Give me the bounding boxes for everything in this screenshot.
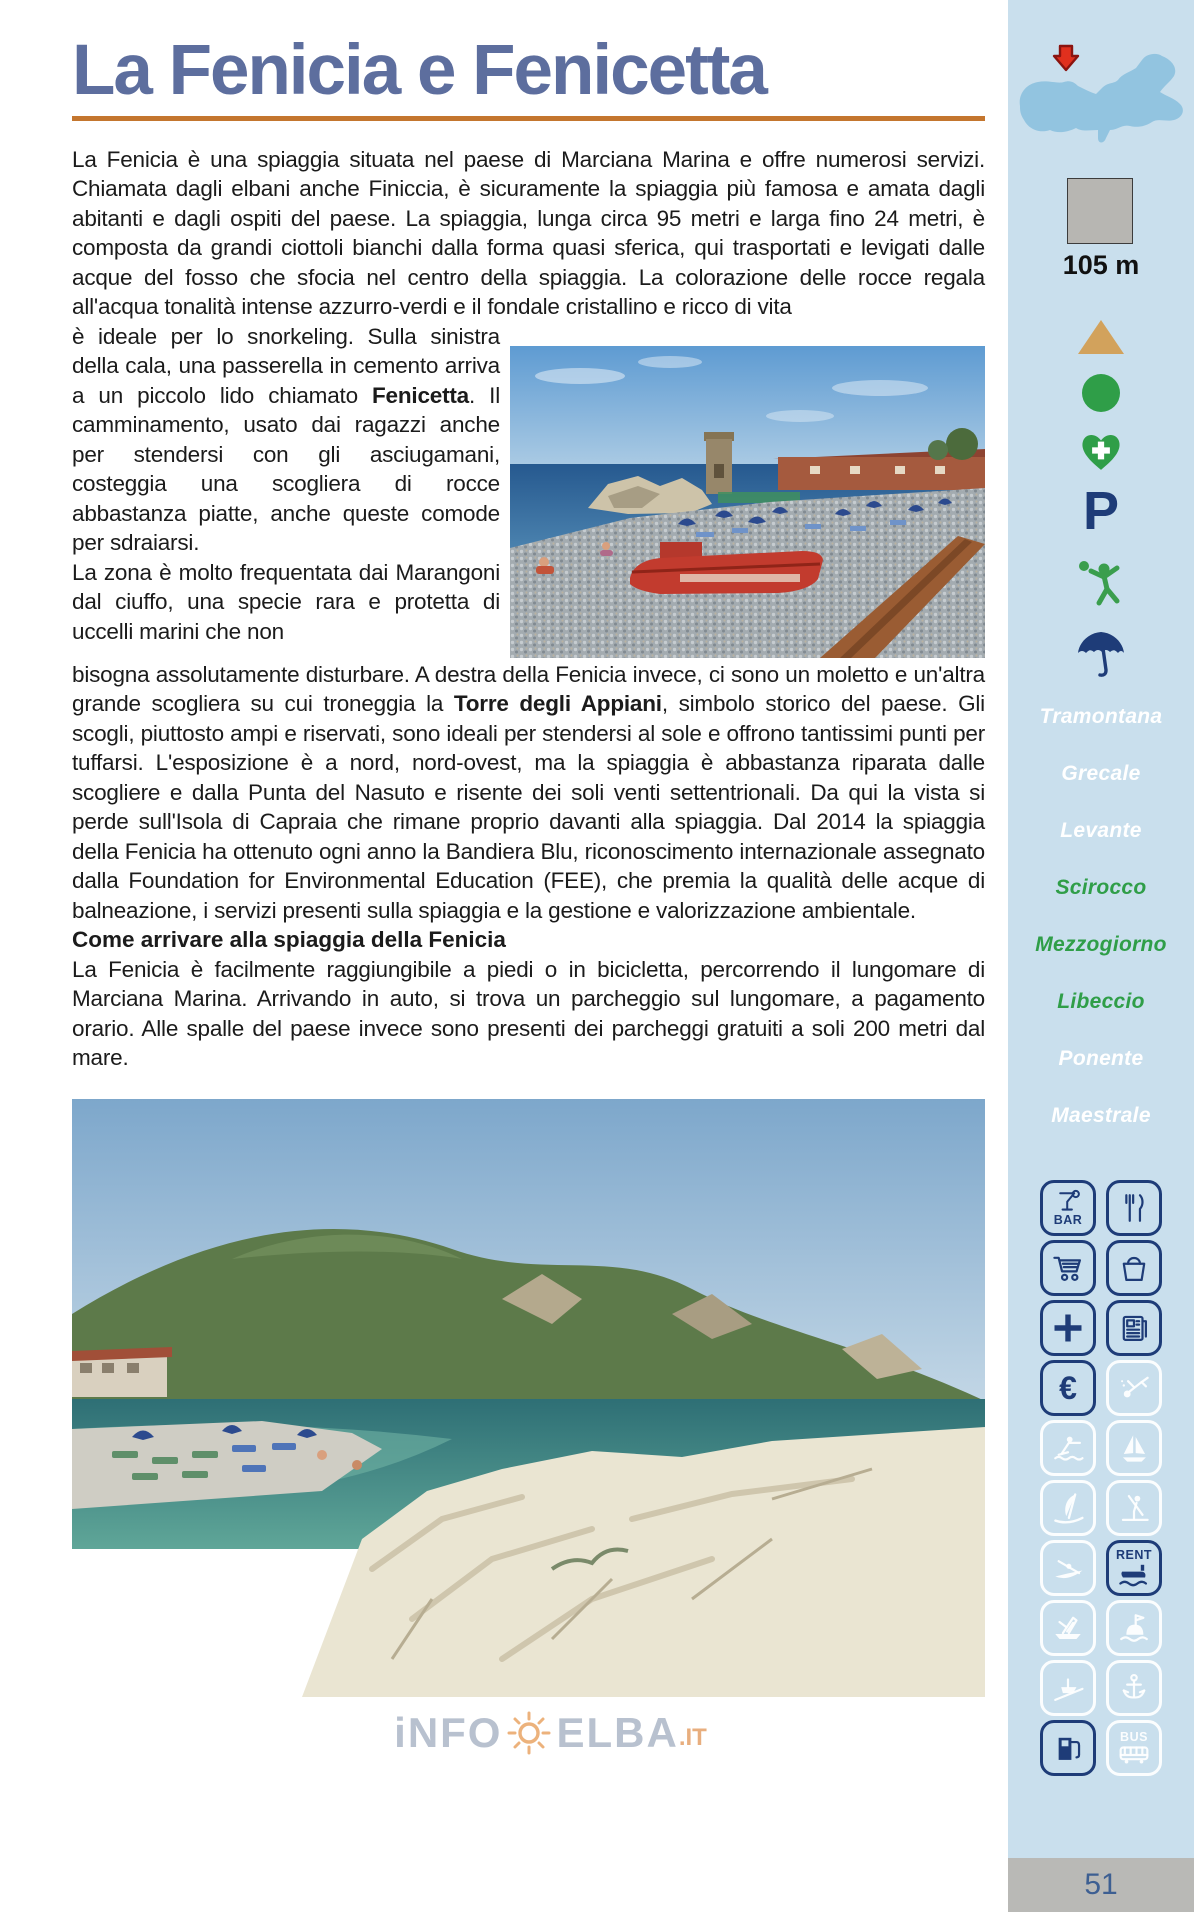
location-arrow-icon [1054,46,1078,70]
bus-icon: BUS [1106,1720,1162,1776]
boat-rental-icon: RENT [1106,1540,1162,1596]
fuel-icon [1040,1720,1096,1776]
shopping-bag-icon [1106,1240,1162,1296]
wrapped-text-column [72,322,500,647]
shopping-cart-icon [1040,1240,1096,1296]
logo-tld-text: .IT [678,1723,707,1751]
wrap-paragraph-2: La zona è molto frequentata dai Marangoni dal ciuffo, una specie rara e protetta di uccelli marini che non [72,559,500,644]
main-column [72,0,985,1757]
torre-appiani-bold: Torre degli Appiani [453,691,662,717]
sailing-icon [1106,1420,1162,1476]
sun-icon [506,1710,552,1756]
wind-scirocco: Scirocco [1055,875,1147,899]
page-number: 51 [1084,1868,1118,1901]
infoelba-logo [94,1709,1007,1757]
wrap-section [72,322,985,658]
continuation-paragraph: bisogna assolutamente disturbare. A destra della Fenicia invece, ci sono un moletto e un'altra grande scogliera su cui troneggia la Torre degli Appiani, simbolo storico del paese. Gli scogli, piuttosto ampi e riservati, sono ideali per stendersi al sole e offrono tantissimi punti per tuffarsi. L'esposizione è a nord, nord-ovest, ma la spiaggia è abbastanza riparata dalle scogliere e dalla Punta del Nasuto e risente dei soli venti settentrionali. Da qui la vista si perde sull'Isola di Capraia che rimane proprio davanti alla spiaggia. Dal 2014 la spiaggia della Fenicia ha ottenuto ogni anno la Bandiera Blu, riconoscimento internazionale assegnato dalla Foundation for Environmental Education (FEE), che premia la qualità delle acque di balneazione, i servizi presenti sulla spiaggia e la gestione e valorizzazione ambientale. [72,661,985,923]
newsstand-icon [1106,1300,1162,1356]
title-rule [72,116,985,121]
green-circle-icon [1082,374,1120,412]
money-euro-icon: € [1040,1360,1096,1416]
wind-levante: Levante [1060,818,1142,842]
first-aid-heart-icon [1008,430,1194,472]
info-sidebar [1008,0,1194,1858]
beach-photo-fenicia [510,346,985,658]
elba-island-shape [1020,54,1183,143]
beach-symbol-square [1067,178,1133,244]
fenicetta-bold: Fenicetta [372,382,469,408]
how-to-paragraph: La Fenicia è facilmente raggiungibile a piedi o in bicicletta, percorrendo il lungomare di Marciana Marina. Arrivando in auto, si trova un parcheggio sul lungomare, a pagamento orario. Alle spalle del paese invece sono presenti dei parcheggi gratuiti a soli 200 metri dal mare. [72,956,985,1071]
sup-icon [1106,1480,1162,1536]
buoy-icon [1106,1600,1162,1656]
windsurf-icon [1040,1480,1096,1536]
wrap-paragraph: è ideale per lo snorkeling. Sulla sinistra della cala, una passerella in cemento arriva a un piccolo lido chiamato Fenicetta. Il camminamento, usato dai ragazzi anche per stendersi con gli asciugamani, costeggia una scogliera di rocce abbastanza piatte, anche queste comode per sdraiarsi. [72,323,501,556]
first-aid-cross-icon [1040,1300,1096,1356]
pedal-boat-icon [1040,1600,1096,1656]
beach-length: 105 m [1062,250,1140,280]
wind-tramontana: Tramontana [1039,704,1163,728]
sand-triangle-icon [1078,320,1124,354]
wind-rose-list [1008,688,1194,1144]
how-to-heading: Come arrivare alla spiaggia della Fenicia [72,927,506,953]
boat-launch-icon [1040,1660,1096,1716]
services-grid [1008,1180,1194,1776]
kayak-icon [1040,1540,1096,1596]
wind-libeccio: Libeccio [1057,989,1145,1013]
beach-photo-bay [72,1099,985,1697]
parking-icon: P [1082,481,1120,541]
bar-icon: BAR [1040,1180,1096,1236]
page-title: La Fenicia e Fenicetta [72,31,766,110]
logo-info-text: iNFO [394,1708,503,1756]
mooring-anchor-icon [1106,1660,1162,1716]
water-ski-icon [1040,1420,1096,1476]
intro-paragraph: La Fenicia è una spiaggia situata nel paese di Marciana Marina e offre numerosi servizi. Chiamata dagli elbani anche Finiccia, è sicuramente la spiaggia più famosa e amata dagli abitanti e dagli ospiti del paese. La spiaggia, lunga circa 95 metri e larga fino 24 metri, è composta da grandi ciottoli bianchi dalla forma quasi sferica, qui trasportati e levigati dalle acque del fosso che sfocia nel centro della spiaggia. La colorazione delle rocce regala all'acqua tonalità intense azzurro-verdi e il fondale cristallino e ricco di vita [72,146,985,320]
wind-mezzogiorno: Mezzogiorno [1035,932,1167,956]
wind-maestrale: Maestrale [1051,1103,1151,1127]
logo-elba-text: ELBA [556,1708,679,1756]
wind-grecale: Grecale [1061,761,1141,785]
page-number-bar [1008,1858,1194,1912]
umbrella-icon [1008,628,1194,678]
elba-map [1008,38,1194,156]
restaurant-icon [1106,1180,1162,1236]
diving-icon [1106,1360,1162,1416]
beach-games-icon [1008,556,1194,610]
wind-ponente: Ponente [1058,1046,1144,1070]
